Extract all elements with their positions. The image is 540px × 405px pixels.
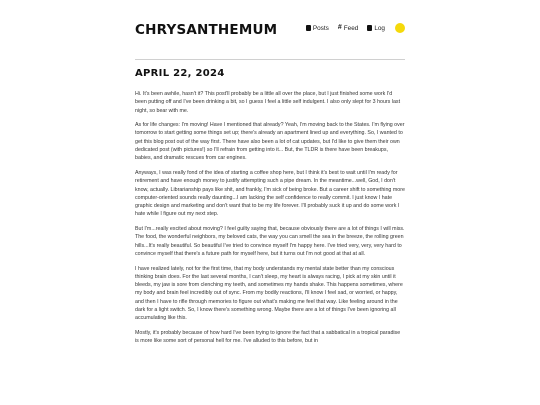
- post-paragraph: Anyways, I was really fond of the idea of starting a coffee shop here, but I think it's best to wait until I'm ready for retirement and have enough money to justify attempting such a pipe dream. In the meantime...well, God, I don't know, actually. Librarianship pays like shit, and frankly, I'm sick of being broke. But a career shift to something more computer-oriented sounds really daunting...I am lacking the self confidence to really commit. I just know I hate graphic design and marketing and don't want that to be my life forever. I'll probably suck it up and do some work I hate while I figure out my next step.: [135, 169, 405, 218]
- post-paragraph: Mostly, it's probably because of how hard I've been trying to ignore the fact that a sabbatical in a tropical paradise is more like some sort of personal hell for me. I've alluded to this before, but in: [135, 329, 401, 345]
- notebook-icon: [367, 25, 372, 31]
- hash-icon: #: [337, 24, 342, 31]
- page-container: [135, 0, 405, 345]
- post-paragraph: I have realized lately, not for the first time, that my body understands my mental state better than my conscious thinking brain does. For the last several months, I can't sleep, my heart is always racing, I pick at my skin until it bleeds, my jaw is sore from clenching my teeth, and sometimes my hands shake. This happens sometimes, where my body and brain feel incredibly out of sync. From my bodily reactions, I'll know I feel sad, or worried, or happy, and then I have to rifle through memories to figure out what's making me feel that way. Like feeling around in the dark for a light switch. So, I know there's something wrong. Maybe there are a lot of things I've been ignoring all accumulating like this.: [135, 265, 403, 322]
- post-paragraph: As for life changes: I'm moving! Have I mentioned that already? Yeah, I'm moving back to the States. I'm flying over tomorrow to start getting some things set up; there's already an apartment lined up and everything. So, I wanted to get this blog post out of the way first. There have also been a lot of cat updates, but I'd like to give them their own dedicated post (with pictures!) so I'll refrain from getting into it... But, the TLDR is there have been breakups, babies, and dramatic rescues from car engines.: [135, 122, 405, 162]
- header-divider: [135, 59, 405, 60]
- site-logo[interactable]: CHRYSANTHEMUM: [135, 22, 278, 38]
- document-icon: [306, 25, 311, 31]
- post-paragraph: Hi. It's been awhile, hasn't it? This post'll probably be a little all over the place, but I just finished some work I'd been putting off and I've been drinking a bit, so I guess I feel a little self indulgent. I also only slept for 3 hours last night, so bear with me.: [135, 91, 401, 114]
- theme-toggle-button[interactable]: [395, 23, 405, 33]
- post-date: APRIL 22, 2024: [135, 68, 225, 79]
- post-paragraph: But I'm...really excited about moving? I feel guilty saying that, because obviously there are a lot of things I will miss. The food, the wonderful neighbors, my beloved cats, the way you can smell the sea in the breeze, the rolling green hills...It's really beautiful. So beautiful I've tried to convince myself I'm happy here. I've tried very, very, very hard to convince myself that there's a future path for myself here, but it turns out I'm not good at that at all.: [135, 226, 405, 257]
- nav-log-label: Log: [374, 24, 385, 32]
- main-nav: [297, 23, 405, 33]
- nav-log[interactable]: [367, 25, 385, 32]
- post-body: [135, 90, 405, 352]
- nav-feed[interactable]: [338, 25, 358, 32]
- nav-posts-label: Posts: [312, 24, 329, 32]
- nav-posts[interactable]: [306, 25, 329, 32]
- nav-feed-label: Feed: [343, 24, 359, 32]
- site-header: [135, 0, 405, 60]
